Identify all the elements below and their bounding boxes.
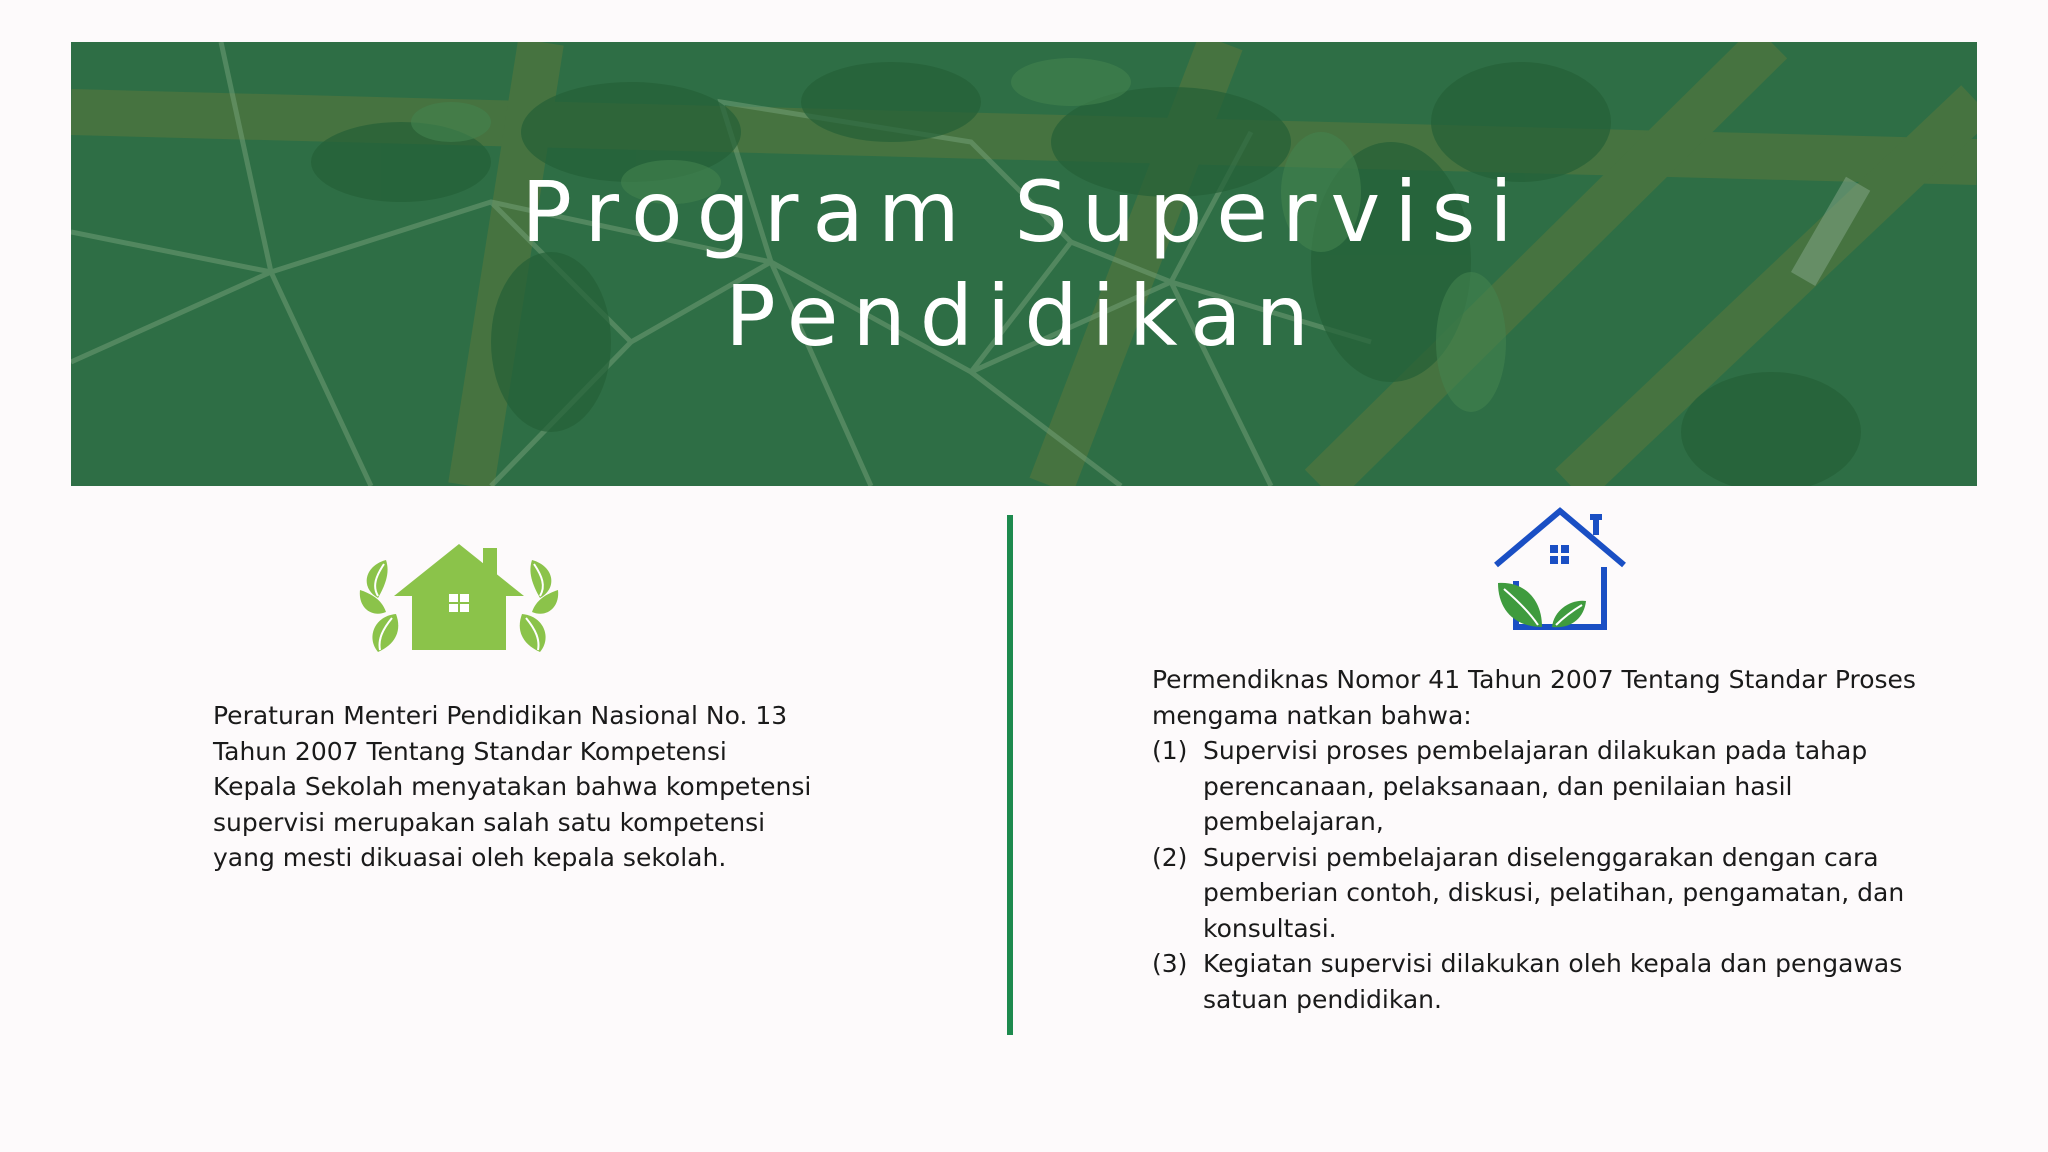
vertical-divider bbox=[1007, 515, 1013, 1035]
right-intro: Permendiknas Nomor 41 Tahun 2007 Tentang Standar Proses mengama natkan bahwa: bbox=[1152, 665, 1916, 730]
list-item-text: Supervisi pembelajaran diselenggarakan dengan cara pemberian contoh, diskusi, pelatihan, pengamatan, dan konsultasi. bbox=[1203, 842, 1905, 943]
page-title-line-2: Pendidikan bbox=[725, 267, 1323, 365]
title-banner bbox=[71, 42, 1977, 486]
list-item bbox=[1152, 946, 1952, 1017]
list-item-text: Supervisi proses pembelajaran dilakukan pada tahap perencanaan, pelaksanaan, dan penilaian hasil pembelajaran, bbox=[1203, 736, 1868, 836]
page-title-line-1: Program Supervisi bbox=[521, 163, 1527, 261]
list-item-number: (1) bbox=[1152, 736, 1188, 765]
list-item-number: (3) bbox=[1152, 949, 1188, 978]
blue-house-leaf-icon bbox=[1492, 505, 1628, 631]
requirements-list bbox=[1152, 733, 1952, 1017]
list-item-text: Kegiatan supervisi dilakukan oleh kepala dan pengawas satuan pendidikan. bbox=[1203, 949, 1903, 1014]
left-paragraph: Peraturan Menteri Pendidikan Nasional No. 13 Tahun 2007 Tentang Standar Kompetensi Kepala Sekolah menyatakan bahwa kompetensi supervisi merupakan salah satu kompetensi yang mesti dikuasai oleh kepala sekolah. bbox=[213, 701, 812, 872]
list-item-number: (2) bbox=[1152, 842, 1188, 872]
list-item bbox=[1152, 840, 1952, 947]
green-house-leaves-icon bbox=[356, 544, 562, 656]
list-item bbox=[1152, 733, 1952, 840]
right-content bbox=[1152, 662, 1952, 1017]
page-title bbox=[71, 160, 1977, 368]
